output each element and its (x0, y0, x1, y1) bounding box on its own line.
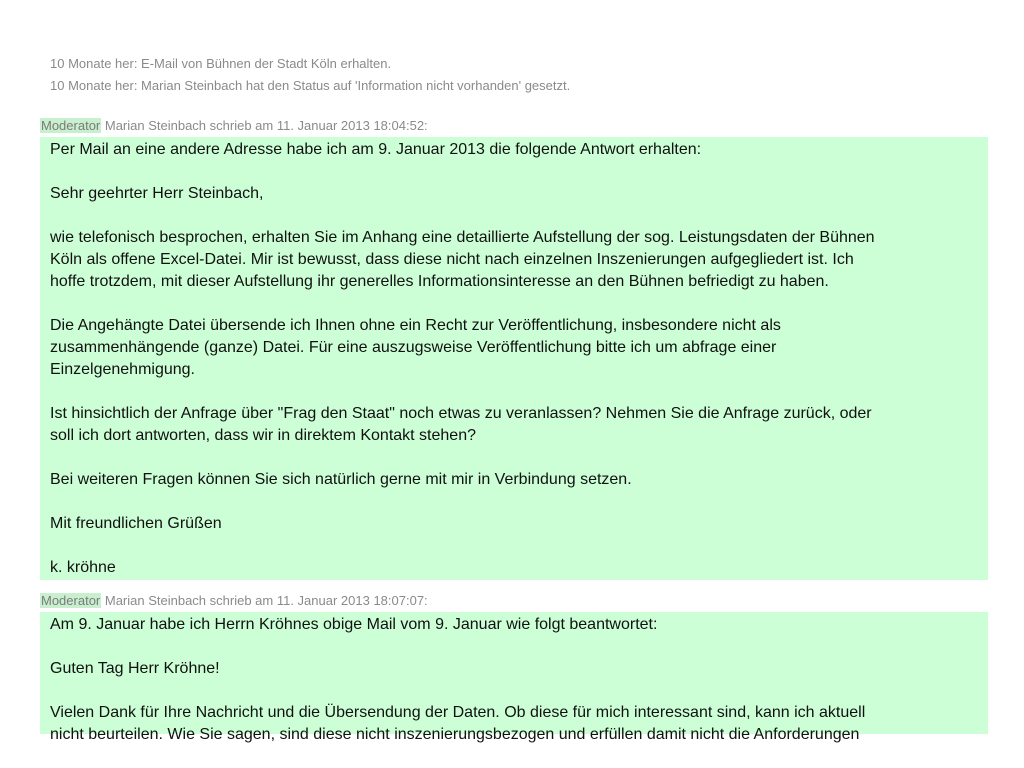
post-body (40, 137, 988, 580)
moderator-badge: Moderator (41, 593, 101, 608)
post-paragraph: Ist hinsichtlich der Anfrage über "Frag den Staat" noch etwas zu veranlassen? Nehmen Sie die Anfrage zurück, oder soll ich dort antworten, dass wir in direktem Kontakt stehen? (50, 405, 872, 444)
post-paragraph: Bei weiteren Fragen können Sie sich natürlich gerne mit mir in Verbindung setzen. (50, 471, 632, 488)
post-paragraph: Per Mail an eine andere Adresse habe ich am 9. Januar 2013 die folgende Antwort erhalten: (50, 141, 702, 158)
moderator-badge: Moderator (41, 118, 101, 133)
post-paragraph: wie telefonisch besprochen, erhalten Sie im Anhang eine detaillierte Aufstellung der sog. Leistungsdaten der Bühnen Köln als offene Excel-Datei. Mir ist bewusst, dass diese nicht nach einzelnen Inszenierungen aufgegliedert ist. Ich hoffe trotzdem, mit dieser Aufstellung ihr generelles Informationsinteresse an den Bühnen befriedigt zu haben. (50, 229, 875, 290)
post-author-date: Marian Steinbach schrieb am 11. Januar 2013 18:04:52: (101, 118, 428, 133)
status-line: 10 Monate her: Marian Steinbach hat den Status auf 'Information nicht vorhanden' gesetzt. (50, 78, 571, 93)
post-paragraph: Guten Tag Herr Kröhne! (50, 660, 220, 677)
post-paragraph: Sehr geehrter Herr Steinbach, (50, 185, 264, 202)
post-paragraph: Die Angehängte Datei übersende ich Ihnen ohne ein Recht zur Veröffentlichung, insbesondere nicht als zusammenhängende (ganze) Datei. Für eine auszugsweise Veröffentlichung bitte ich um abfrage einer Einzelgenehmigung. (50, 317, 781, 378)
post-header (40, 593, 428, 608)
post-header (40, 118, 428, 133)
post-body (40, 612, 988, 743)
post-paragraph: Vielen Dank für Ihre Nachricht und die Übersendung der Daten. Ob diese für mich interessant sind, kann ich aktuell nicht beurteilen. Wie Sie sagen, sind diese nicht inszenierungsbezogen und erfüllen damit nicht die Anforderungen (50, 704, 866, 743)
post-paragraph: Am 9. Januar habe ich Herrn Kröhnes obige Mail vom 9. Januar wie folgt beantwortet: (50, 616, 658, 633)
post-author-date: Marian Steinbach schrieb am 11. Januar 2013 18:07:07: (101, 593, 428, 608)
status-line: 10 Monate her: E-Mail von Bühnen der Stadt Köln erhalten. (50, 56, 392, 71)
post-paragraph: k. kröhne (50, 559, 116, 576)
post-paragraph: Mit freundlichen Grüßen (50, 515, 222, 532)
